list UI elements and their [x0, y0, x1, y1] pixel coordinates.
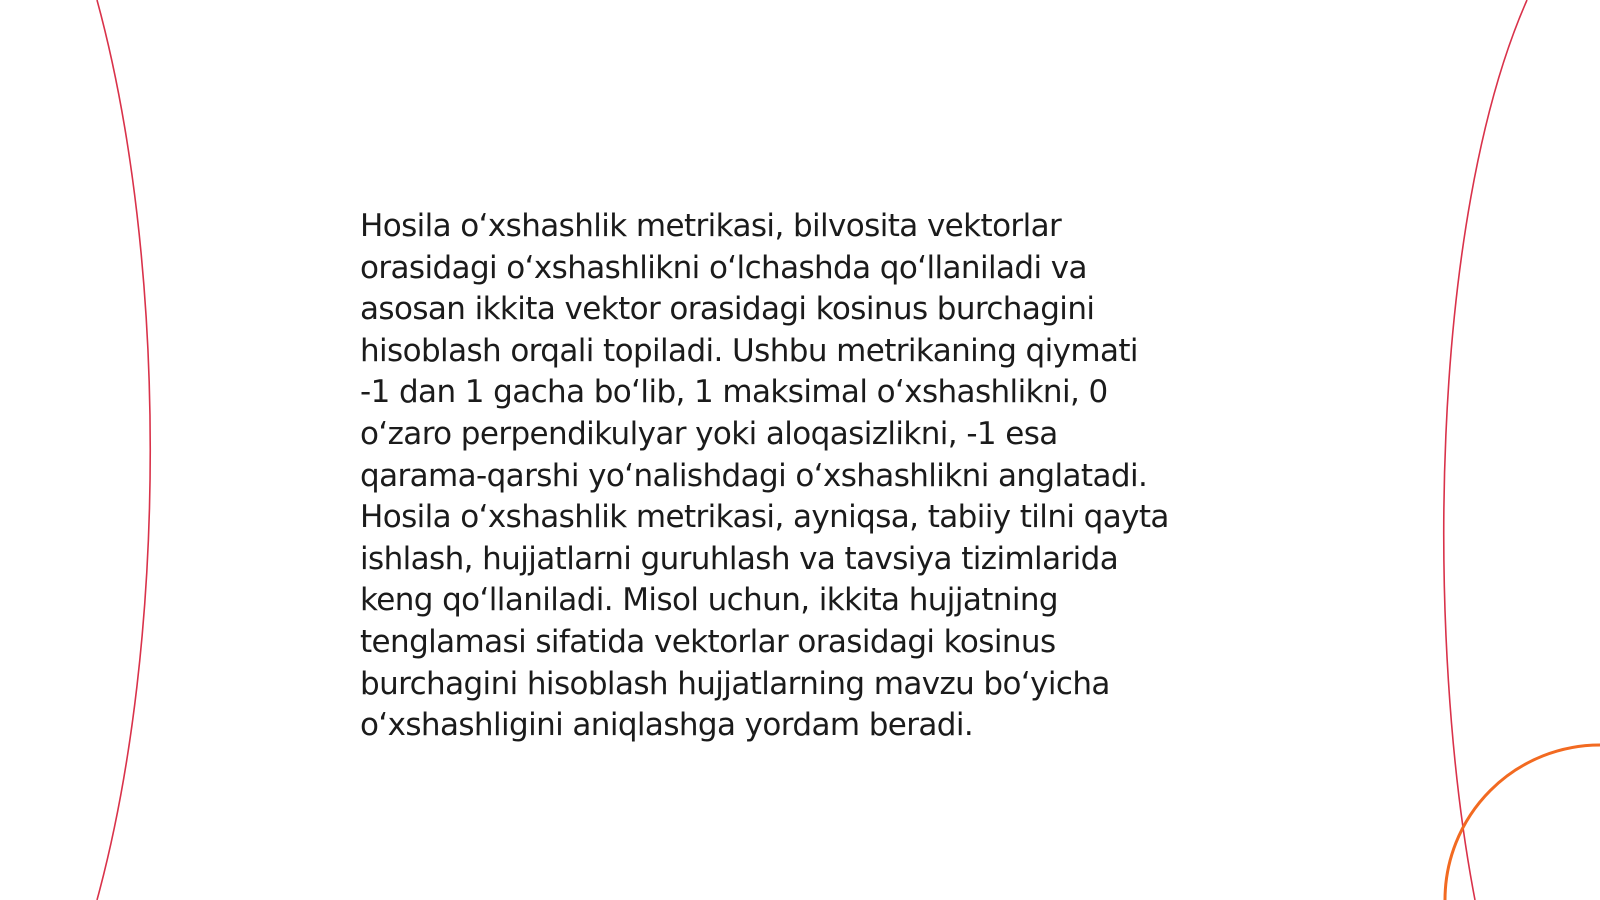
text-line: Hosila o‘xshashlik metrikasi, bilvosita vektorlar: [360, 208, 1062, 244]
orange-circle-outline: [1445, 745, 1600, 900]
text-line: tenglamasi sifatida vektorlar orasidagi kosinus: [360, 623, 1056, 660]
text-line: orasidagi o‘xshashlikni o‘lchashda qo‘llaniladi va: [360, 249, 1087, 286]
text-line: ishlash, hujjatlarni guruhlash va tavsiya tizimlarida: [360, 540, 1119, 577]
text-line: asosan ikkita vektor orasidagi kosinus burchagini: [360, 291, 1095, 328]
text-line: keng qo‘llaniladi. Misol uchun, ikkita hujjatning: [360, 582, 1058, 619]
text-line: qarama-qarshi yo‘nalishdagi o‘xshashlikni anglatadi.: [360, 457, 1148, 494]
text-line: hisoblash orqali topiladi. Ushbu metrikaning qiymati: [360, 332, 1138, 369]
left-curve-line: [97, 0, 150, 900]
text-line: o‘xshashligini aniqlashga yordam beradi.: [360, 707, 974, 744]
text-line: -1 dan 1 gacha bo‘lib, 1 maksimal o‘xshashlikni, 0: [360, 374, 1108, 411]
text-line: o‘zaro perpendikulyar yoki aloqasizlikni, -1 esa: [360, 415, 1058, 452]
text-line: burchagini hisoblash hujjatlarning mavzu bo‘yicha: [360, 665, 1110, 702]
slide-body-text: [360, 206, 1240, 747]
right-curve-line: [1444, 0, 1527, 900]
text-line: Hosila o‘xshashlik metrikasi, ayniqsa, tabiiy tilni qayta: [360, 499, 1169, 536]
